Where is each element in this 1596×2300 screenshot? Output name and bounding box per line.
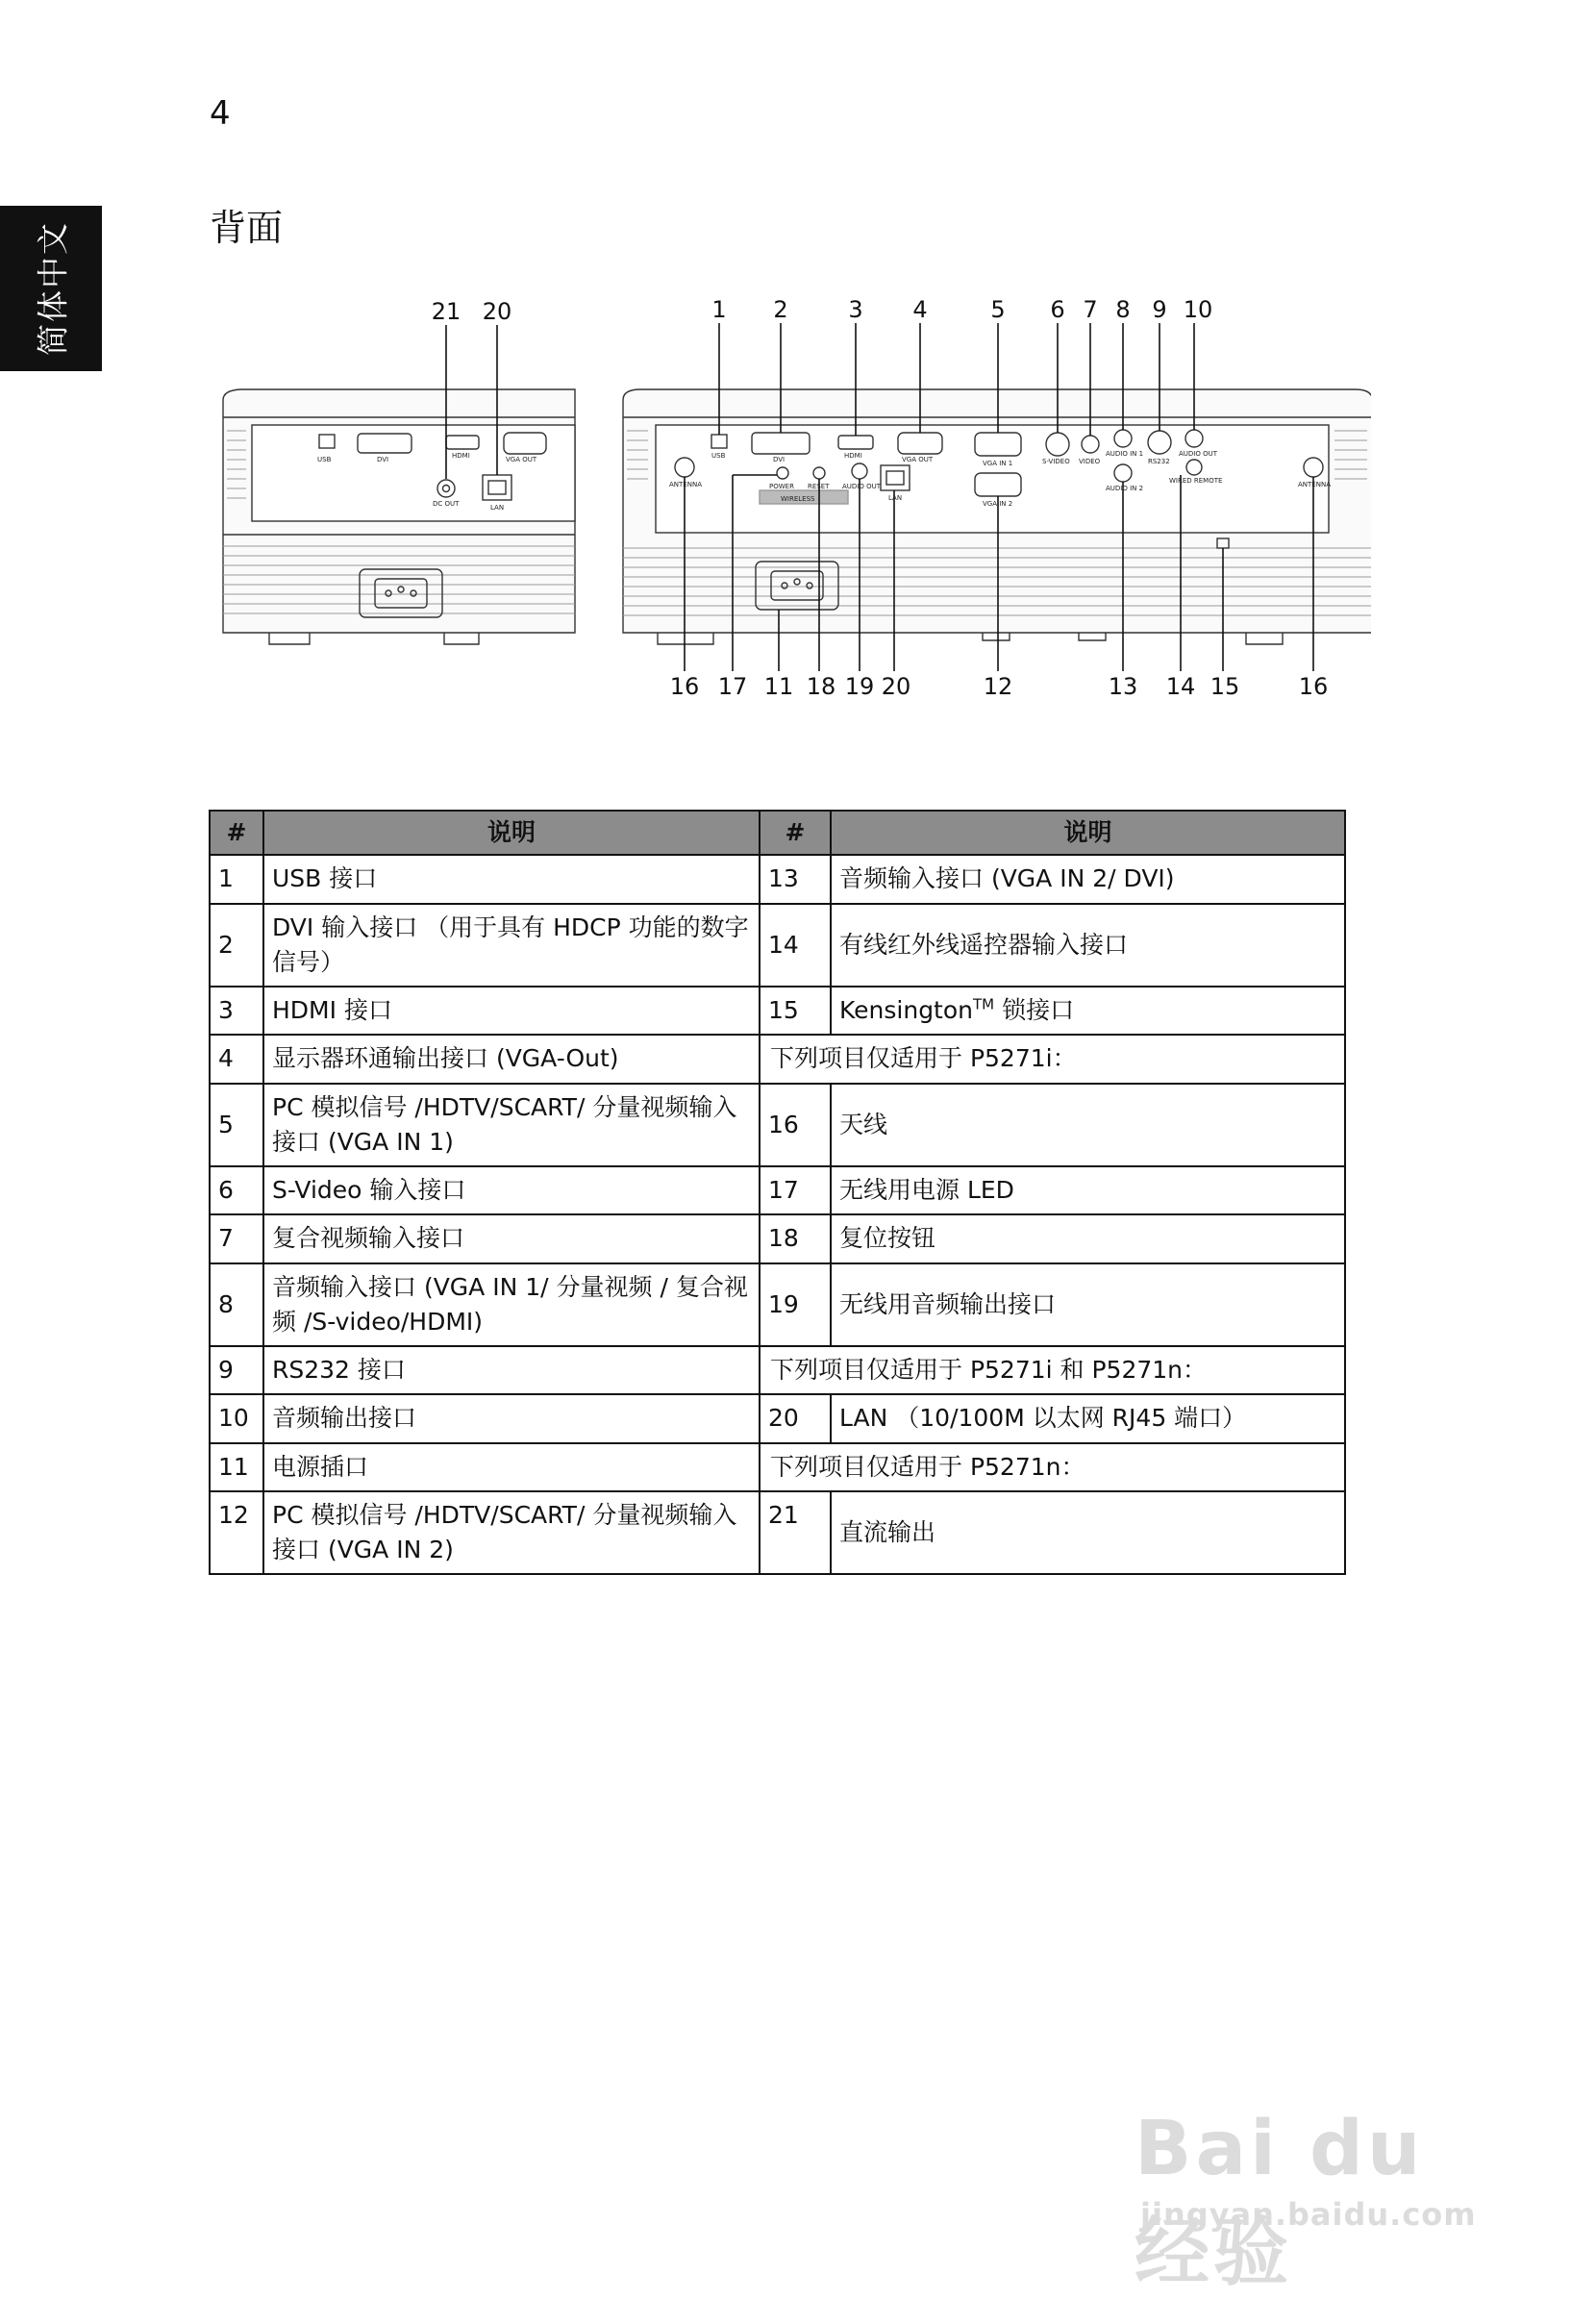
item-number: 20 (760, 1394, 831, 1442)
table-row (210, 1166, 1345, 1214)
callout-3: 3 (848, 296, 863, 323)
label-dvi: DVI (773, 456, 786, 463)
item-number: 12 (210, 1491, 263, 1575)
item-description: LAN （10/100M 以太网 RJ45 端口） (831, 1394, 1345, 1442)
item-description: 天线 (831, 1084, 1345, 1167)
item-description: S-Video 输入接口 (263, 1166, 760, 1214)
callout-7: 7 (1083, 296, 1098, 323)
model-note: 下列项目仅适用于 P5271n： (760, 1443, 1345, 1491)
item-number: 3 (210, 987, 263, 1035)
item-number: 4 (210, 1035, 263, 1083)
table-row (210, 1084, 1345, 1167)
kensington-text: Kensington (839, 996, 974, 1024)
label-audio-out: AUDIO OUT (1179, 450, 1218, 458)
item-description: PC 模拟信号 /HDTV/SCART/ 分量视频输入接口 (VGA IN 1) (263, 1084, 760, 1167)
item-description: DVI 输入接口 （用于具有 HDCP 功能的数字信号） (263, 904, 760, 988)
projector-left-view (223, 389, 575, 644)
table-row (210, 1214, 1345, 1262)
baidu-watermark (1115, 2046, 1500, 2296)
label-power: POWER (769, 483, 794, 490)
label-vga-in-1: VGA IN 1 (983, 460, 1013, 467)
item-description: 无线用音频输出接口 (831, 1263, 1345, 1347)
callout-11: 11 (763, 673, 794, 700)
table-row (210, 1443, 1345, 1491)
callout-16: 16 (1298, 673, 1329, 700)
table-row (210, 1263, 1345, 1347)
rear-panel-diagram (213, 296, 1371, 712)
label-usb: USB (317, 456, 332, 463)
item-description: 复合视频输入接口 (263, 1214, 760, 1262)
item-number: 2 (210, 904, 263, 988)
header-number: # (210, 811, 263, 855)
item-description: 电源插口 (263, 1443, 760, 1491)
table-row (210, 1491, 1345, 1575)
language-label: 简体中文 (34, 221, 72, 356)
label-wireless-audio-out: AUDIO OUT (842, 483, 882, 490)
label-wireless: WIRELESS (781, 495, 815, 503)
label-audio-in-2: AUDIO IN 2 (1106, 485, 1144, 492)
table-row (210, 1346, 1345, 1394)
callouts-top (432, 296, 1213, 325)
callout-20: 20 (881, 673, 911, 700)
callout-8: 8 (1115, 296, 1131, 323)
item-number: 17 (760, 1166, 831, 1214)
model-note: 下列项目仅适用于 P5271i： (760, 1035, 1345, 1083)
item-number: 15 (760, 987, 831, 1035)
item-number: 16 (760, 1084, 831, 1167)
port-description-table (209, 810, 1346, 1575)
callout-19: 19 (844, 673, 875, 700)
callout-16: 16 (669, 673, 700, 700)
label-dvi: DVI (377, 456, 389, 463)
item-description: 音频输入接口 (VGA IN 2/ DVI) (831, 855, 1345, 903)
item-number: 9 (210, 1346, 263, 1394)
label-hdmi: HDMI (844, 452, 862, 460)
label-lan: LAN (490, 504, 505, 512)
item-number: 14 (760, 904, 831, 988)
item-description: HDMI 接口 (263, 987, 760, 1035)
item-description: 复位按钮 (831, 1214, 1345, 1262)
item-number: 6 (210, 1166, 263, 1214)
item-description: 无线用电源 LED (831, 1166, 1345, 1214)
item-description (831, 987, 1345, 1035)
item-description: 直流输出 (831, 1491, 1345, 1575)
header-description: 说明 (831, 811, 1345, 855)
label-vga-out: VGA OUT (902, 456, 934, 463)
item-number: 19 (760, 1263, 831, 1347)
table-row (210, 987, 1345, 1035)
callout-15: 15 (1209, 673, 1240, 700)
item-number: 8 (210, 1263, 263, 1347)
item-number: 13 (760, 855, 831, 903)
item-number: 7 (210, 1214, 263, 1262)
callout-17: 17 (717, 673, 748, 700)
callout-14: 14 (1165, 673, 1196, 700)
table-row (210, 855, 1345, 903)
watermark-logo: Bai du 经验 (1135, 2106, 1425, 2296)
label-antenna-left: ANTENNA (669, 481, 702, 488)
label-lan: LAN (888, 494, 903, 502)
label-usb: USB (711, 452, 726, 460)
projector-right-view (623, 389, 1371, 644)
label-dc-out: DC OUT (433, 500, 460, 508)
item-number: 10 (210, 1394, 263, 1442)
model-note: 下列项目仅适用于 P5271i 和 P5271n： (760, 1346, 1345, 1394)
item-description: 有线红外线遥控器输入接口 (831, 904, 1345, 988)
callout-13: 13 (1108, 673, 1138, 700)
callout-2: 2 (773, 296, 788, 323)
label-video: VIDEO (1079, 458, 1101, 465)
table-row (210, 904, 1345, 988)
label-wired-remote: WIRED REMOTE (1169, 477, 1223, 485)
label-vga-out: VGA OUT (506, 456, 537, 463)
callout-20: 20 (482, 298, 512, 325)
callout-21: 21 (431, 298, 461, 325)
section-title: 背面 (210, 207, 284, 249)
item-description: RS232 接口 (263, 1346, 760, 1394)
item-number: 5 (210, 1084, 263, 1167)
label-s-video: S-VIDEO (1042, 458, 1070, 465)
table-row (210, 1394, 1345, 1442)
label-reset: RESET (808, 483, 830, 490)
callout-6: 6 (1050, 296, 1065, 323)
callout-18: 18 (806, 673, 836, 700)
language-side-tab (0, 206, 102, 371)
callouts-bottom (670, 673, 1329, 700)
item-description: PC 模拟信号 /HDTV/SCART/ 分量视频输入接口 (VGA IN 2) (263, 1491, 760, 1575)
item-number: 21 (760, 1491, 831, 1575)
label-audio-in-1: AUDIO IN 1 (1106, 450, 1144, 458)
label-rs232: RS232 (1148, 458, 1170, 465)
page-number: 4 (210, 94, 231, 133)
kensington-suffix: 锁接口 (994, 996, 1075, 1024)
item-description: 音频输入接口 (VGA IN 1/ 分量视频 / 复合视频 /S-video/HDMI) (263, 1263, 760, 1347)
watermark-url: jingyan.baidu.com (1140, 2196, 1477, 2233)
table-header-row (210, 811, 1345, 855)
table-row (210, 1035, 1345, 1083)
callout-4: 4 (912, 296, 928, 323)
item-number: 1 (210, 855, 263, 903)
trademark-sup: TM (973, 995, 995, 1013)
item-description: 显示器环通输出接口 (VGA-Out) (263, 1035, 760, 1083)
header-number: # (760, 811, 831, 855)
item-description: USB 接口 (263, 855, 760, 903)
callout-1: 1 (711, 296, 727, 323)
callout-9: 9 (1152, 296, 1167, 323)
label-antenna-right: ANTENNA (1298, 481, 1331, 488)
label-vga-in-2: VGA IN 2 (983, 500, 1013, 508)
item-description: 音频输出接口 (263, 1394, 760, 1442)
callout-12: 12 (983, 673, 1013, 700)
callout-5: 5 (990, 296, 1006, 323)
rear-panel-figure (213, 296, 1371, 712)
item-number: 11 (210, 1443, 263, 1491)
item-number: 18 (760, 1214, 831, 1262)
label-hdmi: HDMI (452, 452, 470, 460)
header-description: 说明 (263, 811, 760, 855)
callout-10: 10 (1183, 296, 1213, 323)
